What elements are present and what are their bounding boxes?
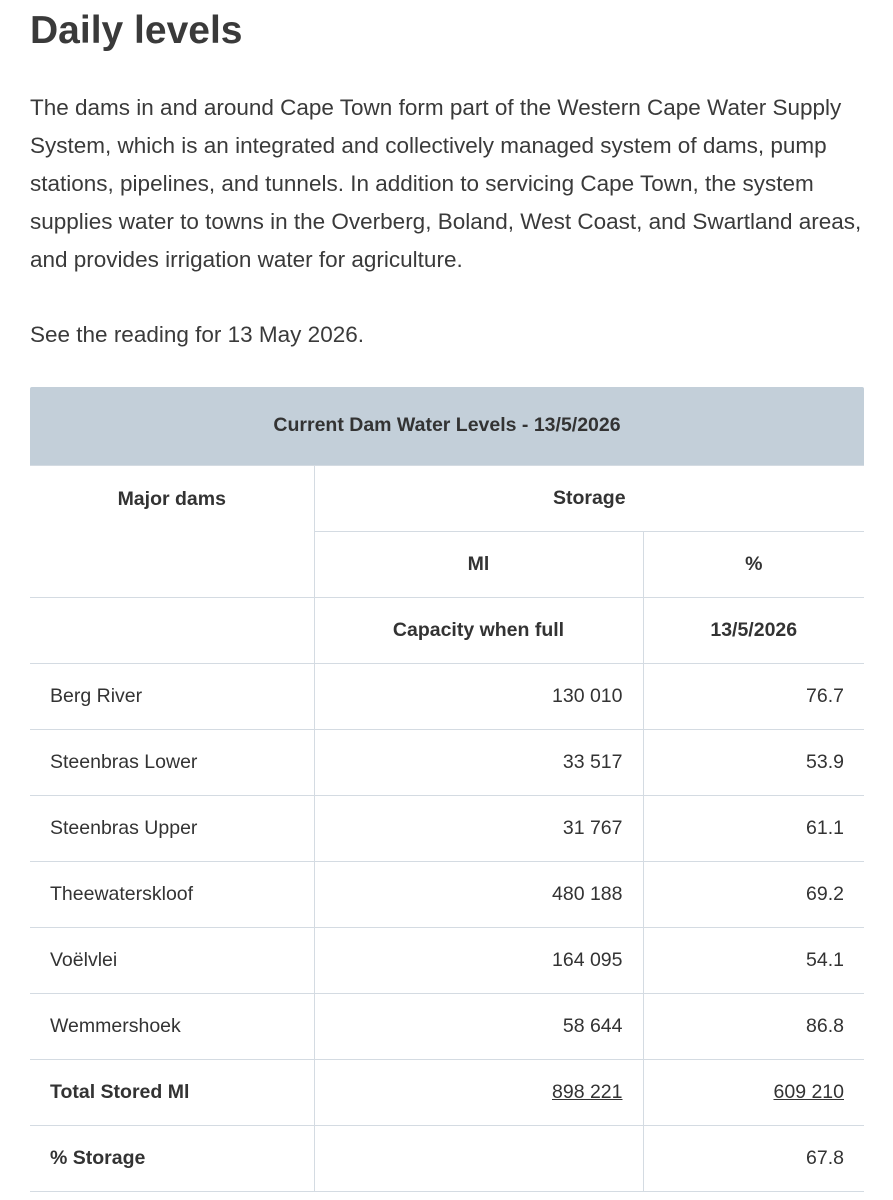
header-major-dams: Major dams (30, 465, 314, 597)
total-capacity-value: 898 221 (552, 1080, 623, 1103)
dam-name: Steenbras Lower (30, 729, 314, 795)
table-row (30, 663, 864, 729)
reading-line (30, 316, 364, 354)
storage-label: % Storage (30, 1125, 314, 1191)
header-storage: Storage (314, 465, 864, 531)
dam-capacity: 33 517 (314, 729, 643, 795)
table-row (30, 993, 864, 1059)
total-label: Total Stored Ml (30, 1059, 314, 1125)
dam-percent: 53.9 (643, 729, 864, 795)
dam-percent: 54.1 (643, 927, 864, 993)
reading-prefix: See the reading for (30, 322, 228, 347)
dam-name: Steenbras Upper (30, 795, 314, 861)
total-stored (643, 1059, 864, 1125)
header-empty (30, 597, 314, 663)
intro-paragraph: The dams in and around Cape Town form part of the Western Cape Water Supply System, which is an integrated and collectively managed system of dams, pump stations, pipelines, and tunnels. In addition to servicing Cape Town, the system supplies water to towns in the Overberg, Boland, West Coast, and Swartland areas, and provides irrigation water for agriculture. (30, 95, 862, 272)
dam-percent: 69.2 (643, 861, 864, 927)
total-capacity (314, 1059, 643, 1125)
dam-capacity: 130 010 (314, 663, 643, 729)
storage-percent: 67.8 (643, 1125, 864, 1191)
table-row (30, 861, 864, 927)
page-title: Daily levels (30, 9, 243, 52)
dam-percent: 86.8 (643, 993, 864, 1059)
dam-levels-table-wrapper (30, 387, 864, 1192)
dam-levels-table (30, 387, 864, 1192)
storage-empty-cell (314, 1125, 643, 1191)
reading-date-link[interactable]: 13 May 2026 (227, 322, 358, 347)
dam-name: Berg River (30, 663, 314, 729)
storage-row (30, 1125, 864, 1191)
header-capacity-when-full: Capacity when full (314, 597, 643, 663)
dam-percent: 61.1 (643, 795, 864, 861)
dam-name: Theewaterskloof (30, 861, 314, 927)
dam-name: Wemmershoek (30, 993, 314, 1059)
header-ml: Ml (314, 531, 643, 597)
table-caption: Current Dam Water Levels - 13/5/2026 (30, 387, 864, 465)
total-row (30, 1059, 864, 1125)
header-percent: % (643, 531, 864, 597)
dam-capacity: 164 095 (314, 927, 643, 993)
dam-capacity: 31 767 (314, 795, 643, 861)
dam-capacity: 480 188 (314, 861, 643, 927)
dam-capacity: 58 644 (314, 993, 643, 1059)
dam-percent: 76.7 (643, 663, 864, 729)
table-row (30, 795, 864, 861)
total-stored-value: 609 210 (773, 1080, 844, 1103)
table-row (30, 729, 864, 795)
table-row (30, 927, 864, 993)
dam-name: Voëlvlei (30, 927, 314, 993)
header-reading-date: 13/5/2026 (643, 597, 864, 663)
reading-suffix: . (357, 322, 364, 347)
